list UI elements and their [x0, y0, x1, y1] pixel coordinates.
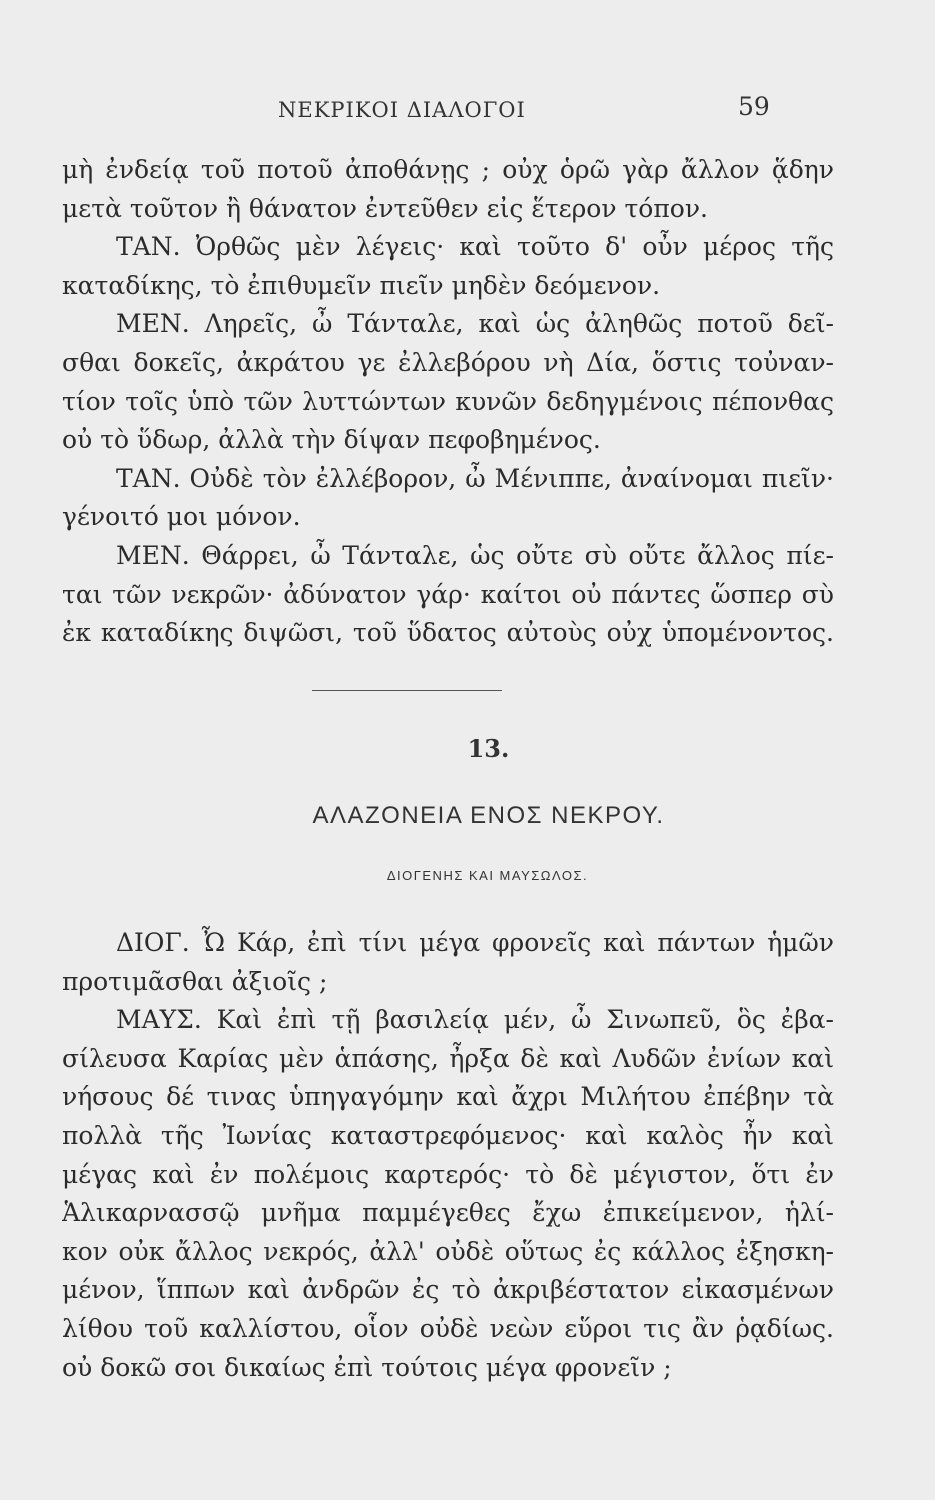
text-line: ΜΑΥΣ. Καὶ ἐπὶ τῇ βασιλείᾳ μέν, ὦ Σινωπεῦ, ὃς ἐβα- [116, 1005, 834, 1035]
text-line: τίον τοῖς ὑπὸ τῶν λυττώντων κυνῶν δεδηγμένοις πέπονθας [62, 386, 834, 416]
running-head [62, 92, 832, 128]
bottom-paragraphs [62, 924, 834, 1387]
text-line: οὐ δοκῶ σοι δικαίως ἐπὶ τούτοις μέγα φρονεῖν ; [62, 1352, 672, 1382]
text-line: ΤΑΝ. Ὀρθῶς μὲν λέγεις· καὶ τοῦτο δ' οὖν μέρος τῆς [116, 232, 834, 262]
text-line: ΤΑΝ. Οὐδὲ τὸν ἐλλέβορον, ὦ Μένιππε, ἀναίνομαι πιεῖν· [116, 463, 834, 493]
text-line: κον οὐκ ἄλλος νεκρός, ἀλλ' οὐδὲ οὕτως ἐς κάλλος ἐξησκη- [62, 1236, 834, 1266]
text-line: ΔΙΟΓ. Ὦ Κάρ, ἐπὶ τίνι μέγα φρονεῖς καὶ πάντων ἡμῶν [116, 928, 834, 957]
top-paragraphs [62, 151, 834, 653]
text-line: σθαι δοκεῖς, ἀκράτου γε ἐλλεβόρου νὴ Δία, ὅστις τοὐναν- [62, 347, 834, 377]
text-line: λίθου τοῦ καλλίστου, οἷον οὐδὲ νεὼν εὕροι τις ἂν ῥᾳδίως. [62, 1313, 834, 1343]
text-line: σίλευσα Καρίας μὲν ἁπάσης, ἦρξα δὲ καὶ Λυδῶν ἐνίων καὶ [62, 1043, 834, 1073]
text-line: νήσους δέ τινας ὑπηγαγόμην καὶ ἄχρι Μιλήτου ἐπέβην τὰ [62, 1082, 834, 1112]
section-number: 13. [467, 734, 510, 763]
section-divider [312, 690, 502, 691]
text-line: μετὰ τοῦτον ἢ θάνατον ἐντεῦθεν εἰς ἕτερον τόπον. [62, 193, 708, 223]
text-line: πολλὰ τῆς Ἰωνίας καταστρεφόμενος· καὶ καλὸς ἦν καὶ [62, 1120, 834, 1150]
text-line: μέγας καὶ ἐν πολέμοις καρτερός· τὸ δὲ μέγιστον, ὅτι ἐν [62, 1159, 834, 1189]
running-title: ΝΕΚΡΙΚΟΙ ΔΙΑΛΟΓΟΙ [278, 98, 526, 122]
text-line: μὴ ἐνδείᾳ τοῦ ποτοῦ ἀποθάνῃς ; οὐχ ὁρῶ γὰρ ἄλλον ᾅδην [62, 155, 834, 184]
text-line: μένον, ἵππων καὶ ἀνδρῶν ἐς τὸ ἀκριβέστατον εἰκασμένων [62, 1275, 834, 1305]
text-line: ται τῶν νεκρῶν· ἀδύνατον γάρ· καίτοι οὐ πάντες ὥσπερ σὺ [62, 579, 834, 609]
text-line: καταδίκης, τὸ ἐπιθυμεῖν πιεῖν μηδὲν δεόμενον. [62, 270, 661, 300]
page-number: 59 [738, 92, 770, 121]
text-line: οὐ τὸ ὕδωρ, ἀλλὰ τὴν δίψαν πεφοβημένος. [62, 425, 601, 455]
text-line: γένοιτό μοι μόνον. [62, 502, 301, 532]
text-line: Ἁλικαρνασσῷ μνῆμα παμμέγεθες ἔχω ἐπικείμενον, ἡλί- [62, 1198, 834, 1228]
text-line: ΜΕΝ. Θάρρει, ὦ Τάνταλε, ὡς οὔτε σὺ οὔτε ἄλλος πίε- [116, 540, 834, 570]
section-title: ΑΛΑΖΟΝΕΙΑ ΕΝΟΣ ΝΕΚΡΟΥ. [312, 802, 665, 829]
text-line: προτιμᾶσθαι ἀξιοῖς ; [62, 966, 328, 996]
text-line: ΜΕΝ. Ληρεῖς, ὦ Τάνταλε, καὶ ὡς ἀληθῶς ποτοῦ δεῖ- [116, 309, 834, 339]
section-persons: ΔΙΟΓΕΝΗΣ ΚΑΙ ΜΑΥΣΩΛΟΣ. [386, 868, 589, 883]
text-line: ἐκ καταδίκης διψῶσι, τοῦ ὕδατος αὐτοὺς οὐχ ὑπομένοντος. [62, 618, 834, 648]
